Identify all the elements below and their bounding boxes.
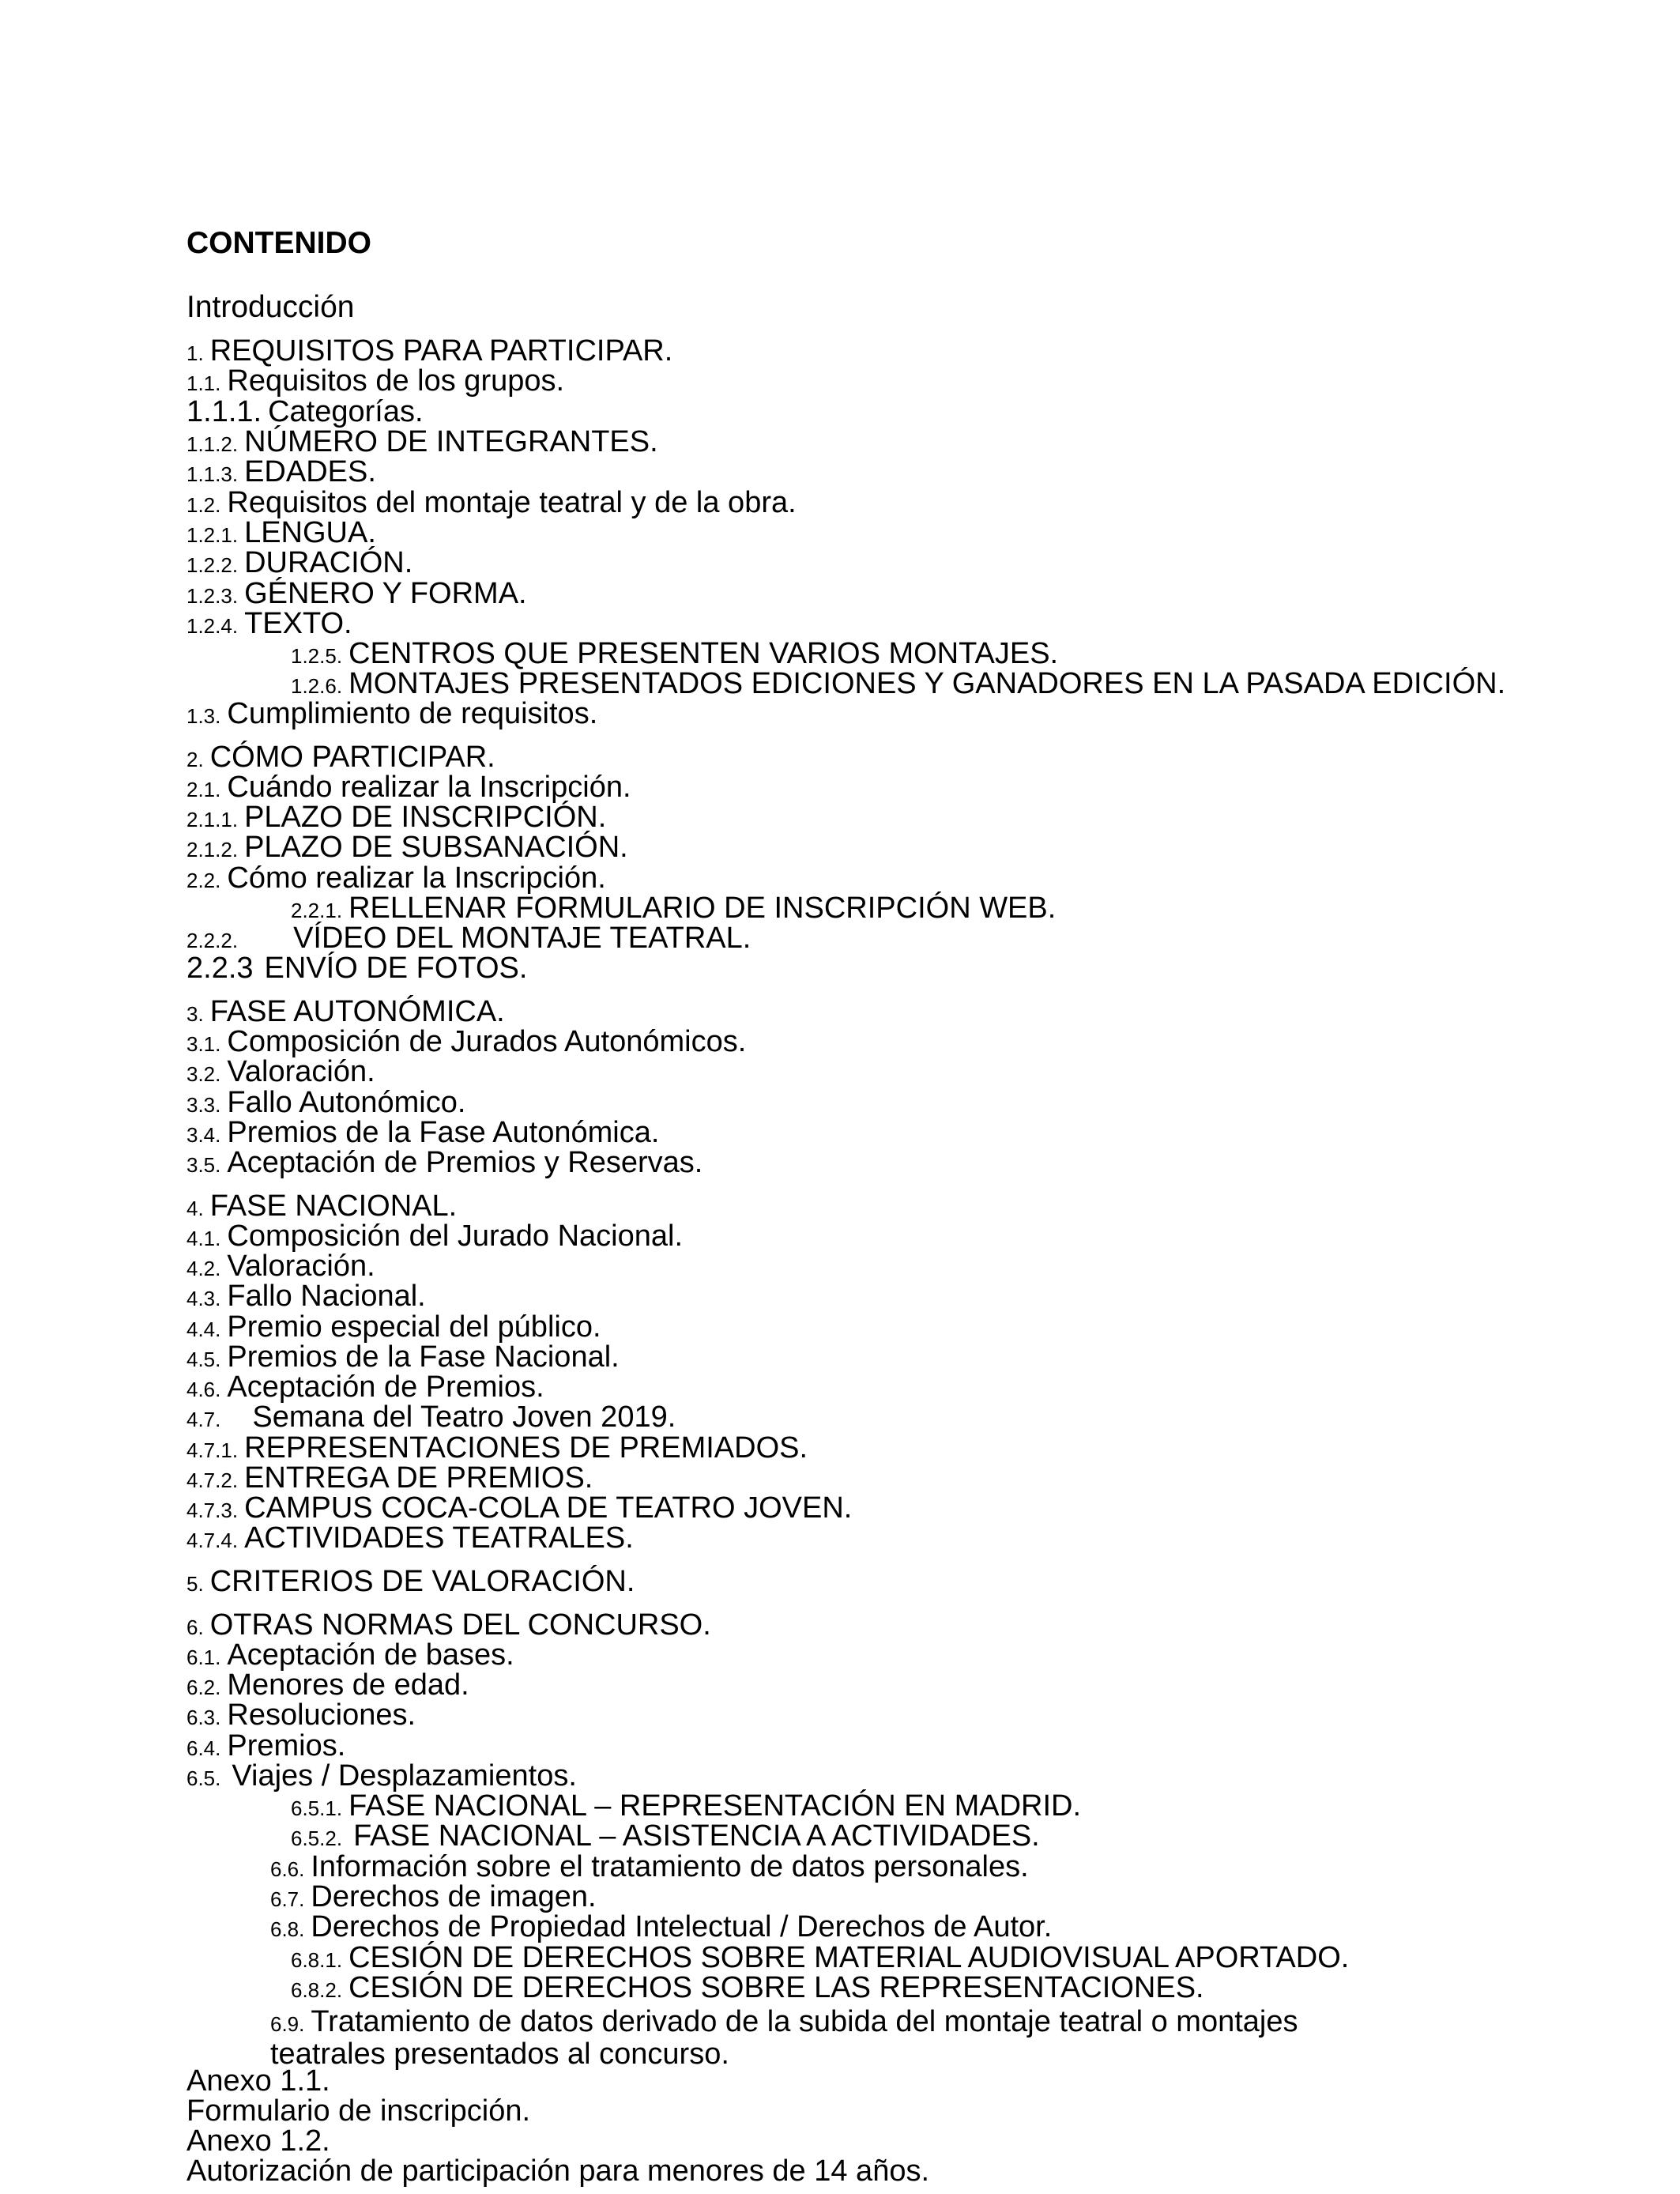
toc-entry-text: REQUISITOS PARA PARTICIPAR. — [209, 334, 673, 368]
toc-entry-text: teatrales presentados al concurso. — [270, 2038, 729, 2071]
toc-entry — [291, 639, 1058, 671]
toc-entry-text: CAMPUS COCA-COLA DE TEATRO JOVEN. — [244, 1491, 853, 1525]
toc-entry-text: Derechos de Propiedad Intelectual / Derechos de Autor. — [311, 1910, 1053, 1943]
toc-entry-text: Autorización de participación para menores de 14 años. — [186, 2154, 930, 2188]
toc-entry-text: FASE AUTONÓMICA. — [209, 995, 505, 1028]
toc-entry — [186, 1312, 601, 1344]
toc-entry-number: 1.2.3. — [186, 584, 239, 608]
toc-entry — [186, 863, 606, 895]
toc-entry-number: 4.6. — [186, 1378, 221, 1401]
toc-entry — [186, 699, 597, 731]
toc-entry-text: REPRESENTACIONES DE PREMIADOS. — [244, 1431, 808, 1465]
toc-entry — [186, 1761, 577, 1793]
toc-entry-text: VÍDEO DEL MONTAJE TEATRAL. — [293, 922, 751, 955]
toc-entry-text: Semana del Teatro Joven 2019. — [252, 1400, 676, 1434]
toc-entry — [186, 1566, 635, 1599]
toc-entry-number: 2.2. — [186, 869, 221, 892]
toc-entry-number: 6.4. — [186, 1736, 221, 1760]
toc-entry-text: Fallo Autonómico. — [227, 1086, 466, 1119]
toc-entry-number: 6.8.1. — [291, 1948, 343, 1972]
toc-entry-text: Premio especial del público. — [227, 1310, 601, 1344]
toc-entry-text: Menores de edad. — [227, 1668, 469, 1702]
toc-entry-text: GÉNERO Y FORMA. — [244, 577, 527, 610]
toc-entry-text: Requisitos del montaje teatral y de la obra. — [227, 486, 797, 519]
toc-entry-number: 4.3. — [186, 1287, 221, 1310]
toc-entry-text: Composición de Jurados Autonómicos. — [227, 1025, 747, 1058]
toc-entry — [186, 1251, 375, 1284]
toc-entry-number: 4.7.1. — [186, 1438, 239, 1462]
toc-entry-text: Premios de la Fase Nacional. — [227, 1340, 620, 1374]
toc-entry-number: 2.2.3 — [186, 952, 254, 985]
toc-entry-number: 4.5. — [186, 1348, 221, 1371]
toc-entry-text: Viajes / Desplazamientos. — [232, 1759, 577, 1793]
toc-entry — [186, 832, 628, 865]
toc-entry-number: 1.1.1. — [186, 395, 262, 428]
toc-entry-text: MONTAJES PRESENTADOS EDICIONES Y GANADORES EN LA PASADA EDICIÓN. — [348, 667, 1506, 700]
toc-entry — [186, 1610, 711, 1642]
toc-entry — [186, 1281, 426, 1314]
toc-entry — [186, 427, 658, 459]
toc-entry-number: 6. — [186, 1615, 204, 1639]
toc-entry — [186, 2066, 330, 2096]
toc-entry — [186, 742, 495, 775]
toc-entry-number: 1.2.1. — [186, 523, 239, 547]
toc-entry — [186, 1027, 746, 1059]
toc-entry — [186, 1057, 375, 1089]
toc-entry-number: 4.4. — [186, 1318, 221, 1341]
toc-entry-number: 6.5.1. — [291, 1796, 343, 1820]
toc-entry-number: 4. — [186, 1197, 204, 1220]
toc-entry-number: 3.4. — [186, 1123, 221, 1147]
toc-entry-text: Valoración. — [227, 1055, 375, 1088]
toc-entry — [186, 772, 631, 805]
toc-entry-number: 2. — [186, 748, 204, 771]
toc-entry-number: 4.7.2. — [186, 1468, 239, 1492]
toc-entry — [186, 1670, 469, 1702]
toc-entry-number: 6.3. — [186, 1706, 221, 1729]
toc-entry — [186, 1088, 465, 1120]
toc-entry — [186, 397, 424, 427]
toc-entry — [291, 893, 1056, 925]
toc-entry-number: 3. — [186, 1002, 204, 1026]
toc-entry-text: Aceptación de bases. — [227, 1638, 514, 1672]
toc-entry — [186, 548, 412, 580]
toc-entry — [186, 953, 527, 983]
toc-entry-number: 1.2. — [186, 493, 221, 517]
toc-entry-text: PLAZO DE SUBSANACIÓN. — [244, 831, 628, 864]
toc-entry — [186, 1191, 457, 1223]
toc-entry-number: 4.7.3. — [186, 1498, 239, 1522]
toc-entry-text: Fallo Nacional. — [227, 1280, 426, 1313]
toc-entry-number: 6.8.2. — [291, 1978, 343, 2002]
toc-entry-number: 4.7. — [186, 1408, 221, 1431]
toc-entry — [291, 1973, 1204, 2005]
toc-entry — [186, 2096, 530, 2126]
toc-entry — [186, 609, 352, 641]
toc-entry-text: Resoluciones. — [227, 1698, 416, 1732]
toc-entry-number: 3.1. — [186, 1032, 221, 1056]
toc-entry-number: 6.5. — [186, 1766, 221, 1790]
toc-entry — [186, 1148, 703, 1180]
toc-entry-text: Valoración. — [227, 1250, 375, 1283]
toc-entry-text: NÚMERO DE INTEGRANTES. — [244, 425, 658, 458]
toc-entry-number: 1.2.2. — [186, 553, 239, 577]
toc-entry-text: Cumplimiento de requisitos. — [227, 697, 598, 730]
toc-entry-number: 1.2.4. — [186, 614, 239, 638]
toc-entry — [186, 1372, 544, 1404]
toc-entry-number: 4.1. — [186, 1227, 221, 1250]
toc-entry — [186, 1493, 852, 1525]
toc-entry — [270, 2039, 729, 2069]
toc-entry-text: CENTROS QUE PRESENTEN VARIOS MONTAJES. — [348, 637, 1059, 670]
toc-entry-number: 6.5.2. — [291, 1826, 343, 1850]
toc-entry-text: Tratamiento de datos derivado de la subida del montaje teatral o montajes — [311, 2005, 1298, 2038]
toc-entry-text: PLAZO DE INSCRIPCIÓN. — [244, 801, 607, 834]
toc-entry-text: CESIÓN DE DERECHOS SOBRE LAS REPRESENTACIONES. — [348, 1971, 1204, 2004]
toc-entry-text: Requisitos de los grupos. — [227, 364, 565, 398]
toc-entry-number: 2.2.1. — [291, 899, 343, 922]
toc-entry-number: 2.1.1. — [186, 808, 239, 831]
toc-entry-text: ENVÍO DE FOTOS. — [264, 952, 528, 985]
toc-entry-number: 3.5. — [186, 1153, 221, 1177]
toc-entry-text: TEXTO. — [244, 607, 352, 640]
toc-entry-number: 3.3. — [186, 1093, 221, 1117]
toc-entry — [186, 2156, 929, 2186]
toc-entry-text: Formulario de inscripción. — [186, 2094, 531, 2128]
toc-entry — [186, 366, 564, 398]
toc-entry-text: ACTIVIDADES TEATRALES. — [244, 1521, 634, 1555]
toc-entry-text: DURACIÓN. — [244, 546, 413, 579]
toc-entry-text: Categorías. — [268, 395, 424, 428]
toc-entry-number: 6.7. — [270, 1887, 305, 1911]
toc-entry — [291, 1821, 1040, 1853]
toc-entry — [291, 1943, 1349, 1975]
toc-entry-text: CRITERIOS DE VALORACIÓN. — [209, 1565, 635, 1598]
toc-entry-text: Cuándo realizar la Inscripción. — [227, 771, 631, 804]
toc-entry-text: OTRAS NORMAS DEL CONCURSO. — [209, 1608, 711, 1642]
toc-entry-text: Aceptación de Premios. — [227, 1370, 544, 1404]
toc-entry-text: Composición del Jurado Nacional. — [227, 1220, 684, 1253]
toc-entry-number: 2.1. — [186, 778, 221, 801]
toc-entry-text: Anexo 1.1. — [186, 2064, 330, 2098]
toc-heading: CONTENIDO — [186, 226, 371, 260]
toc-entry-number: 1.3. — [186, 704, 221, 728]
toc-entry-number: 1.2.6. — [291, 674, 343, 698]
toc-entry — [186, 1700, 416, 1732]
toc-entry-number: 2.2.2. — [186, 929, 239, 952]
toc-entry-text: CÓMO PARTICIPAR. — [209, 741, 495, 774]
toc-entry — [186, 1118, 659, 1150]
toc-entry — [270, 1912, 1052, 1944]
toc-entry — [186, 1433, 808, 1465]
toc-entry — [270, 2007, 1298, 2039]
toc-entry — [186, 1221, 683, 1253]
toc-entry — [186, 1402, 676, 1434]
toc-entry-text: Cómo realizar la Inscripción. — [227, 861, 606, 895]
toc-entry-number: 5. — [186, 1572, 204, 1596]
toc-entry-text: ENTREGA DE PREMIOS. — [244, 1461, 593, 1495]
toc-entry-number: 6.8. — [270, 1917, 305, 1941]
toc-entry — [186, 1463, 593, 1495]
toc-entry-number: 1.2.5. — [291, 644, 343, 668]
toc-entry — [186, 802, 606, 835]
toc-entry-text: LENGUA. — [244, 516, 376, 549]
toc-entry-number: 2.1.2. — [186, 838, 239, 861]
toc-entry-number: 1.1. — [186, 371, 221, 395]
toc-entry-text: RELLENAR FORMULARIO DE INSCRIPCIÓN WEB. — [348, 892, 1057, 925]
toc-entry — [186, 1640, 514, 1672]
toc-entry-text: Aceptación de Premios y Reservas. — [227, 1146, 703, 1179]
toc-entry — [186, 488, 797, 520]
toc-entry — [270, 1882, 597, 1914]
toc-entry-number: 6.6. — [270, 1857, 305, 1881]
toc-entry — [186, 997, 505, 1029]
toc-entry-number: 6.9. — [270, 2012, 305, 2036]
toc-entry — [186, 1731, 345, 1763]
toc-entry-number: 4.7.4. — [186, 1529, 239, 1552]
toc-entry-number: 1.1.2. — [186, 432, 239, 456]
toc-intro: Introducción — [186, 290, 355, 324]
toc-entry — [291, 669, 1505, 701]
toc-entry-text: Premios de la Fase Autonómica. — [227, 1116, 660, 1149]
toc-entry — [186, 457, 376, 489]
toc-entry-number: 1. — [186, 341, 204, 365]
toc-entry-number: 6.1. — [186, 1646, 221, 1669]
toc-entry-text: FASE NACIONAL – REPRESENTACIÓN EN MADRID. — [348, 1789, 1082, 1823]
toc-entry-number: 6.2. — [186, 1676, 221, 1699]
toc-entry — [186, 579, 527, 611]
toc-entry — [186, 1342, 620, 1374]
toc-entry-text: FASE NACIONAL. — [209, 1189, 458, 1223]
toc-entry — [186, 336, 672, 368]
toc-entry-text: Derechos de imagen. — [311, 1880, 597, 1913]
toc-entry — [186, 2126, 330, 2156]
toc-entry — [186, 518, 376, 550]
toc-entry-text: EDADES. — [244, 455, 376, 488]
toc-entry — [186, 1523, 634, 1555]
toc-entry — [270, 1852, 1029, 1884]
toc-entry — [186, 923, 751, 956]
toc-entry-text: FASE NACIONAL – ASISTENCIA A ACTIVIDADES. — [353, 1819, 1040, 1853]
toc-entry-number: 1.1.3. — [186, 462, 239, 486]
toc-entry-number: 3.2. — [186, 1062, 221, 1086]
toc-entry-text: Anexo 1.2. — [186, 2124, 330, 2158]
toc-entry — [291, 1791, 1081, 1823]
toc-entry-text: CESIÓN DE DERECHOS SOBRE MATERIAL AUDIOVISUAL APORTADO. — [348, 1941, 1350, 1974]
toc-entry-text: Premios. — [227, 1729, 346, 1762]
toc-entry-number: 4.2. — [186, 1257, 221, 1280]
toc-entry-text: Información sobre el tratamiento de datos personales. — [311, 1850, 1029, 1883]
